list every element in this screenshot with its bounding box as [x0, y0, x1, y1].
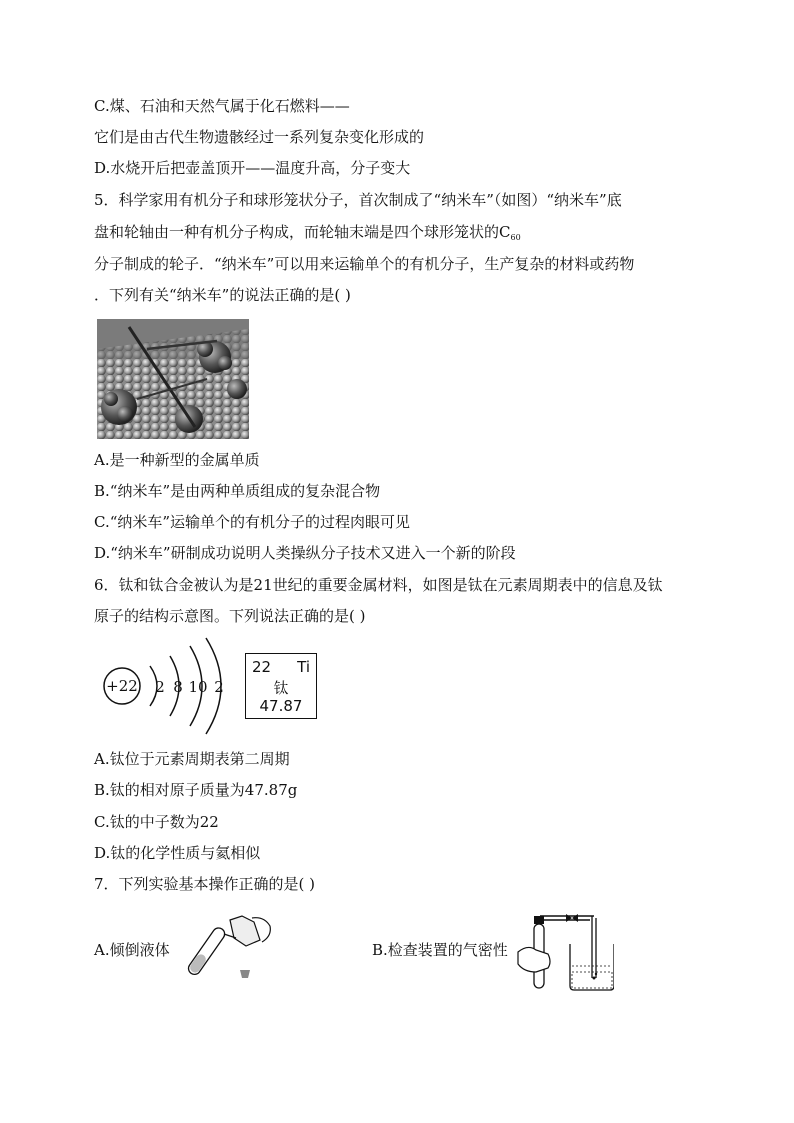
question-5-stem-2-text: 盘和轮轴由一种有机分子构成，而轮轴末端是四个球形笼状的	[94, 223, 500, 241]
nucleus-charge: +22	[106, 677, 138, 695]
nanocar-image	[97, 319, 249, 439]
element-symbol: Ti	[297, 658, 310, 676]
question-6-option-a: A.钛位于元素周期表第二周期	[94, 750, 290, 768]
element-name: 钛	[273, 679, 289, 697]
question-5-stem-2	[94, 222, 521, 248]
question-6-option-c: C.钛的中子数为22	[94, 813, 219, 831]
question-6-option-d: D.钛的化学性质与氦相似	[94, 844, 261, 862]
element-top-row	[252, 658, 310, 676]
atomic-mass: 47.87	[259, 697, 303, 715]
question-7-stem: 7．下列实验基本操作正确的是( )	[94, 875, 316, 893]
c60-formula: $C_{60}$	[499, 223, 521, 242]
option-c-line: C.煤、石油和天然气属于化石燃料——	[94, 97, 350, 115]
airtightness-check-image	[514, 906, 614, 992]
shell-electrons-3: 10	[188, 678, 208, 696]
question-5-stem-4: ．下列有关“纳米车”的说法正确的是( )	[94, 286, 351, 304]
question-5-option-c: C.“纳米车”运输单个的有机分子的过程肉眼可见	[94, 513, 411, 531]
question-6-option-b: B.钛的相对原子质量为47.87g	[94, 781, 298, 799]
question-5-stem-3: 分子制成的轮子．“纳米车”可以用来运输单个的有机分子，生产复杂的材料或药物	[94, 255, 635, 273]
periodic-table-cell	[245, 653, 317, 719]
shell-electrons-4: 2	[214, 678, 224, 696]
option-d-line: D.水烧开后把壶盖顶开——温度升高，分子变大	[94, 159, 411, 177]
question-6-stem-2: 原子的结构示意图。下列说法正确的是( )	[94, 607, 366, 625]
question-7-option-b: B.检查装置的气密性	[372, 941, 508, 959]
question-5-option-b: B.“纳米车”是由两种单质组成的复杂混合物	[94, 482, 381, 500]
option-c-continued: 它们是由古代生物遗骸经过一系列复杂变化形成的	[94, 128, 425, 146]
question-5-option-d: D.“纳米车”研制成功说明人类操纵分子技术又进入一个新的阶段	[94, 544, 516, 562]
question-6-stem-1: 6．钛和钛合金被认为是21世纪的重要金属材料，如图是钛在元素周期表中的信息及钛	[94, 576, 663, 594]
pouring-liquid-image	[180, 912, 280, 990]
titanium-atom-structure	[98, 636, 238, 736]
question-5-stem-1: 5．科学家用有机分子和球形笼状分子，首次制成了“纳米车”（如图）“纳米车”底	[94, 191, 622, 209]
question-5-option-a: A.是一种新型的金属单质	[94, 451, 260, 469]
question-7-option-a: A.倾倒液体	[94, 941, 170, 959]
shell-electrons-2: 8	[173, 678, 183, 696]
shell-electrons-1: 2	[155, 678, 165, 696]
nanocar-wheel-left	[101, 389, 137, 425]
atomic-number: 22	[252, 658, 272, 676]
